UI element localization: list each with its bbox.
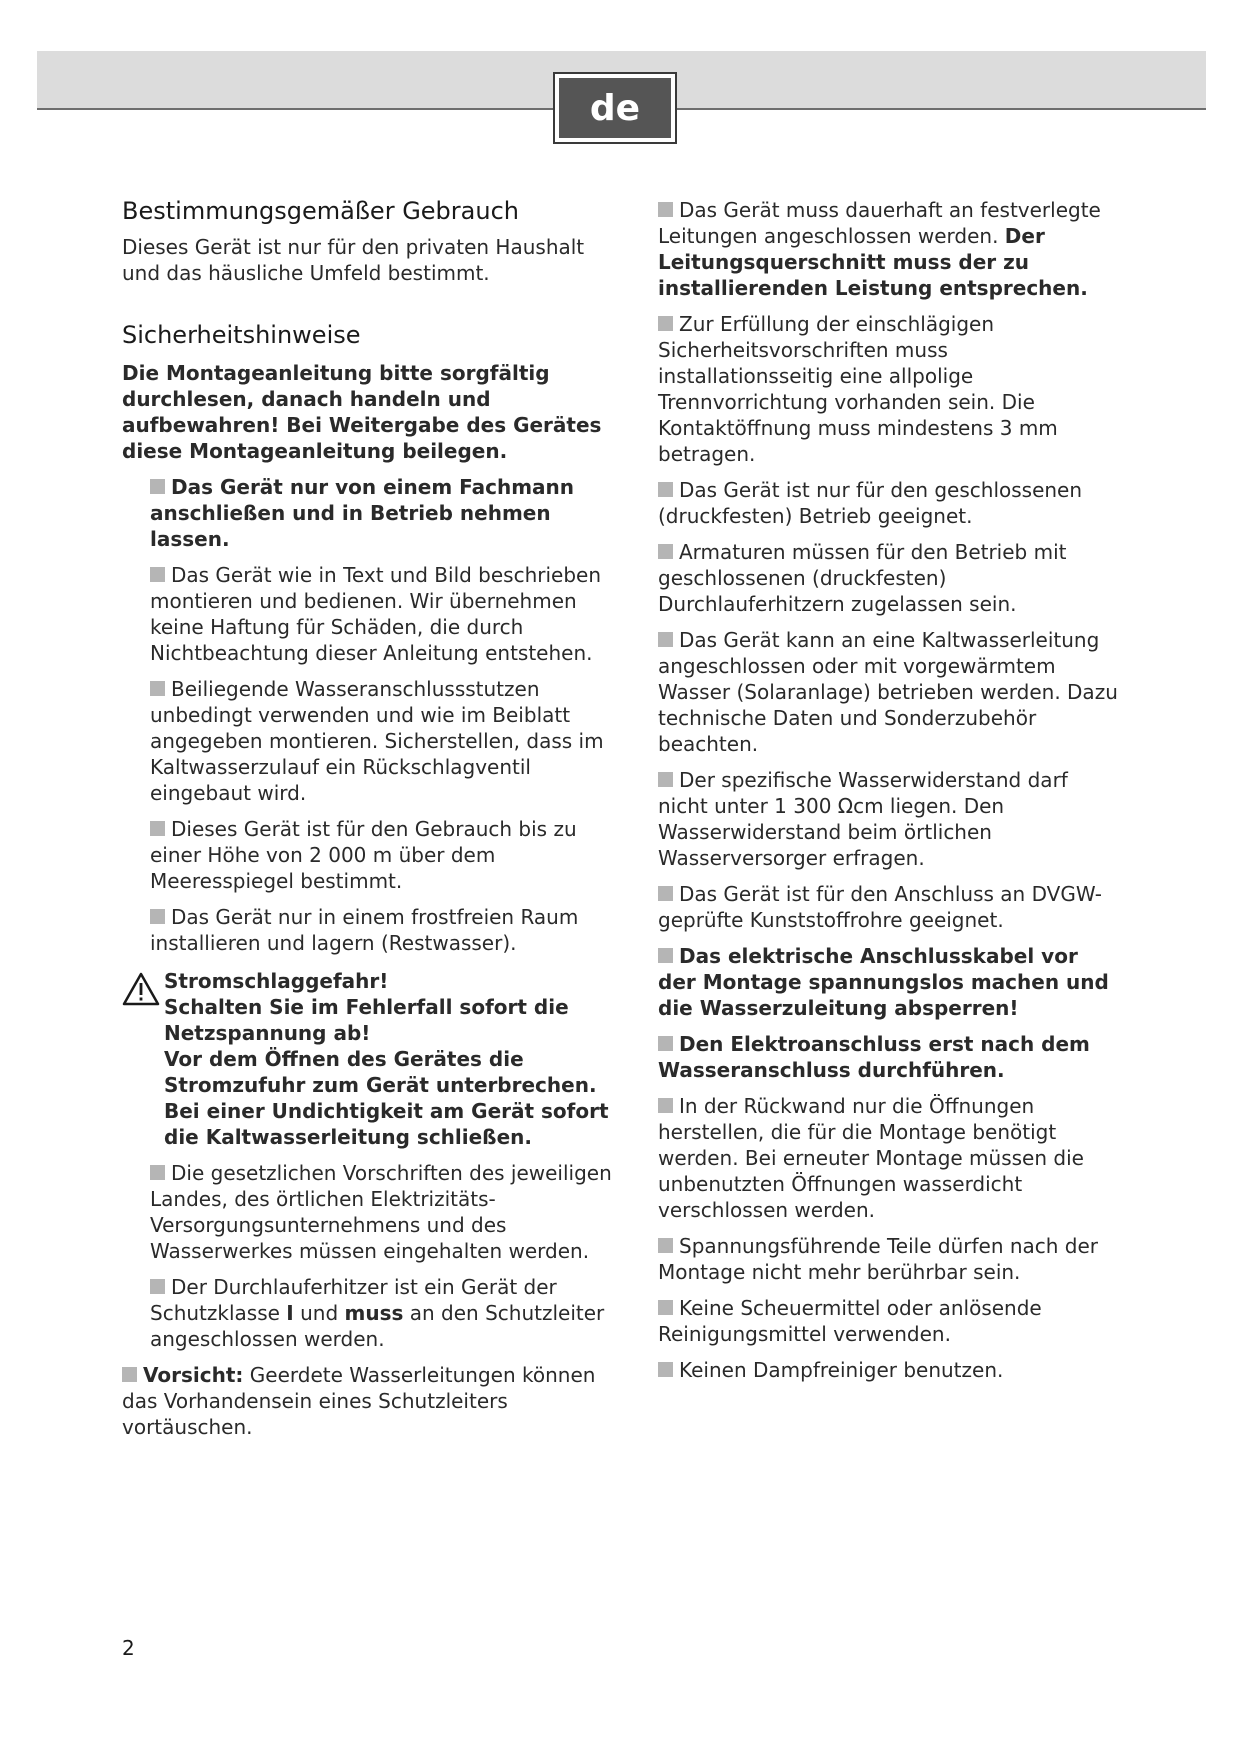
bullet-square-icon [658,948,673,963]
bullet-square-icon [150,821,165,836]
list-item: Das Gerät kann an eine Kaltwasserleitung angeschlossen oder mit vorgewärmtem Wasser (Solaranlage) betrieben werden. Dazu technische Daten und Sonderzubehör beachten. [658,628,1118,756]
bullet-square-icon [658,772,673,787]
bullet-square-icon [150,681,165,696]
language-code: de [559,78,671,138]
bullet-square-icon [658,1362,673,1377]
electric-shock-warning [122,968,612,1150]
bullet-square-icon [658,1300,673,1315]
bullet-square-icon [658,202,673,217]
list-item-protection-class: Der Durchlauferhitzer ist ein Gerät der Schutzklasse I und muss an den Schutzleiter angeschlossen werden. [150,1275,605,1351]
warning-line: Bei einer Undichtigkeit am Gerät sofort die Kaltwasserleitung schließen. [164,1099,609,1149]
list-item-caution: Vorsicht: Geerdete Wasserleitungen können das Vorhandensein eines Schutzleiters vortäuschen. [122,1363,596,1439]
bullet-square-icon [658,632,673,647]
warning-line: Schalten Sie im Fehlerfall sofort die Netzspannung ab! [164,995,569,1045]
list-item: Das Gerät nur von einem Fachmann anschließen und in Betrieb nehmen lassen. [150,475,575,551]
intended-use-text: Dieses Gerät ist nur für den privaten Haushalt und das häusliche Umfeld bestimmt. [122,235,585,285]
bullet-square-icon [150,1165,165,1180]
bullet-square-icon [658,1238,673,1253]
warning-line: Vor dem Öffnen des Gerätes die Stromzufuhr zum Gerät unterbrechen. [164,1047,597,1097]
safety-lead: Die Montageanleitung bitte sorgfältig durchlesen, danach handeln und aufbewahren! Bei Weitergabe des Gerätes diese Montageanleitung beilegen. [122,361,602,463]
warning-line: Stromschlaggefahr! [164,969,389,993]
list-item: Das elektrische Anschlusskabel vor der Montage spannungslos machen und die Wasserzuleitung absperren! [658,944,1109,1020]
bullet-square-icon [658,1036,673,1051]
bullet-square-icon [658,482,673,497]
bullet-square-icon [658,544,673,559]
list-item: Das Gerät ist nur für den geschlossenen (druckfesten) Betrieb geeignet. [658,478,1083,528]
list-item: Das Gerät wie in Text und Bild beschrieben montieren und bedienen. Wir übernehmen keine Haftung für Schäden, die durch Nichtbeachtung dieser Anleitung entstehen. [150,563,602,665]
left-column [122,196,612,1440]
list-item: Die gesetzlichen Vorschriften des jeweiligen Landes, des örtlichen Elektrizitäts-Versorgungsunternehmens und des Wasserwerkes müssen eingehalten werden. [150,1161,612,1263]
bullet-square-icon [150,909,165,924]
page-number: 2 [122,1636,135,1660]
bullet-square-icon [658,1098,673,1113]
list-item: Zur Erfüllung der einschlägigen Sicherheitsvorschriften muss installationsseitig eine allpolige Trennvorrichtung vorhanden sein. Die Kontaktöffnung muss mindestens 3 mm betragen. [658,312,1058,466]
list-item: Dieses Gerät ist für den Gebrauch bis zu einer Höhe von 2 000 m über dem Meeresspiegel bestimmt. [150,817,577,893]
list-item: In der Rückwand nur die Öffnungen herstellen, die für die Montage benötigt werden. Bei erneuter Montage müssen die unbenutzten Öffnungen wasserdicht verschlossen werden. [658,1094,1084,1222]
heading-safety: Sicherheitshinweise [122,321,361,349]
list-item: Spannungsführende Teile dürfen nach der Montage nicht mehr berührbar sein. [658,1234,1099,1284]
list-item: Armaturen müssen für den Betrieb mit geschlossenen (druckfesten) Durchlauferhitzern zugelassen sein. [658,540,1067,616]
bullet-square-icon [150,567,165,582]
list-item-cable: Das Gerät muss dauerhaft an festverlegte Leitungen angeschlossen werden. Der Leitungsquerschnitt muss der zu installierenden Leistung entsprechen. [658,198,1101,300]
list-item: Keinen Dampfreiniger benutzen. [658,1357,1118,1383]
right-column [658,197,1118,1383]
bullet-square-icon [122,1367,137,1382]
list-item: Beiliegende Wasseranschlussstutzen unbedingt verwenden und wie im Beiblatt angegeben montieren. Sicherstellen, dass im Kaltwasserzulauf ein Rückschlagventil eingebaut wird. [150,677,604,805]
heading-intended-use: Bestimmungsgemäßer Gebrauch [122,197,519,225]
list-item: Keine Scheuermittel oder anlösende Reinigungsmittel verwenden. [658,1296,1042,1346]
list-item: Das Gerät ist für den Anschluss an DVGW-geprüfte Kunststoffrohre geeignet. [658,882,1102,932]
bullet-square-icon [150,479,165,494]
list-item: Das Gerät nur in einem frostfreien Raum installieren und lagern (Restwasser). [150,905,579,955]
bullet-square-icon [150,1279,165,1294]
language-badge [553,72,677,144]
bullet-square-icon [658,316,673,331]
list-item: Den Elektroanschluss erst nach dem Wasseranschluss durchführen. [658,1032,1090,1082]
list-item: Der spezifische Wasserwiderstand darf nicht unter 1 300 Ωcm liegen. Den Wasserwiderstand beim örtlichen Wasserversorger erfragen. [658,768,1068,870]
warning-triangle-icon [122,972,160,1006]
bullet-square-icon [658,886,673,901]
